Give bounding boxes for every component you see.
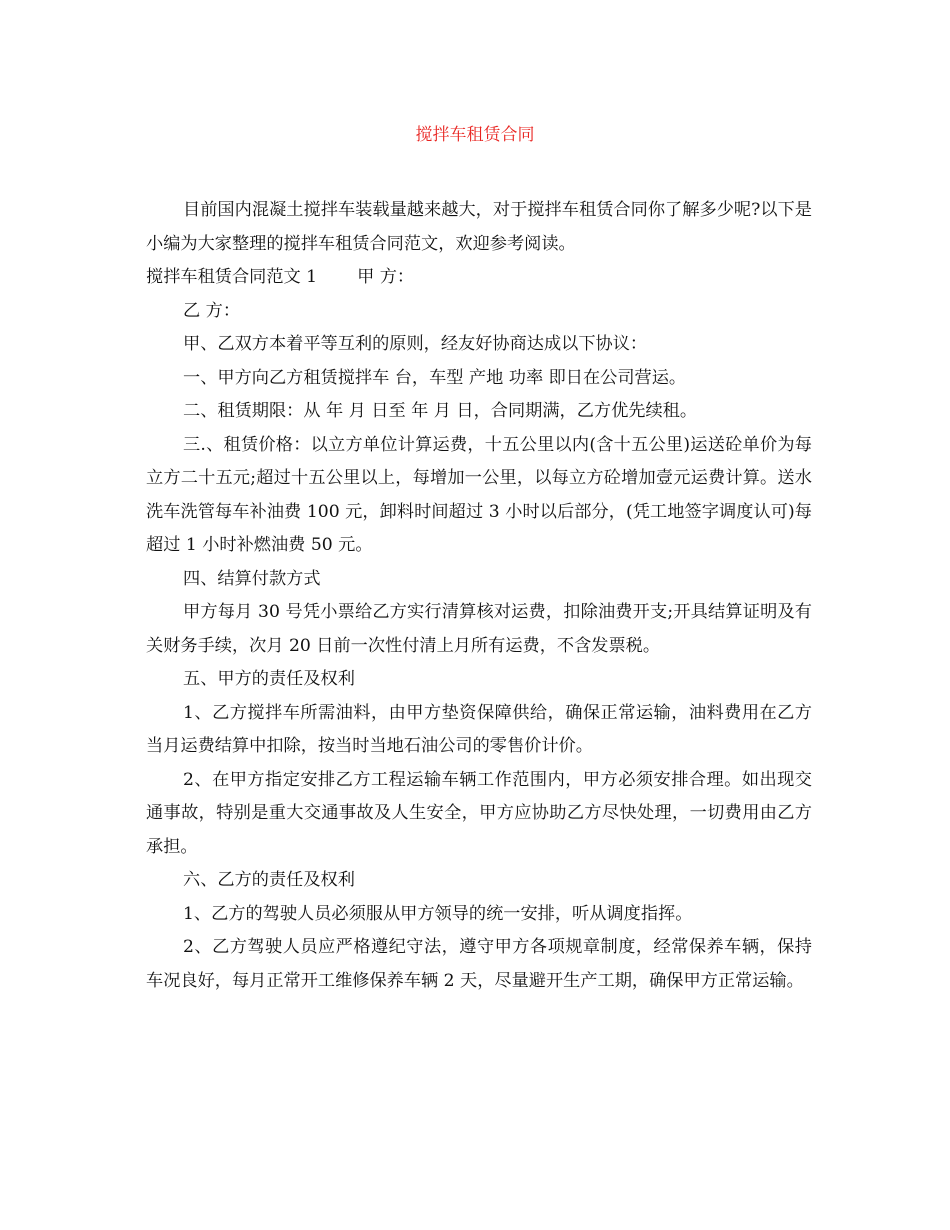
- paragraph-clause-2: 二、租赁期限：从 年 月 日至 年 月 日，合同期满，乙方优先续租。: [183, 401, 698, 421]
- sample-heading: 搅拌车租赁合同范文 1: [146, 267, 318, 287]
- intro-paragraph: 目前国内混凝土搅拌车装载量越来越大，对于搅拌车租赁合同你了解多少呢?以下是小编为大家整理的搅拌车租赁合同范文，欢迎参考阅读。: [146, 200, 812, 254]
- section-heading-5: 五、甲方的责任及权利: [183, 669, 355, 689]
- sample-heading-line: [146, 261, 812, 295]
- section-heading-4: 四、结算付款方式: [183, 568, 321, 589]
- document-title: 搅拌车租赁合同: [415, 125, 535, 145]
- paragraph-party-a-duty-1: 1、乙方搅拌车所需油料，由甲方垫资保障供给，确保正常运输，油料费用在乙方当月运费结算中扣除，按当时当地石油公司的零售价计价。: [146, 702, 812, 756]
- paragraph-clause-3: 三.、租赁价格：以立方单位计算运费，十五公里以内(含十五公里)运送砼单价为每立方二十五元;超过十五公里以上，每增加一公里，以每立方砼增加壹元运费计算。送水洗车洗管每车补油费 100 元，卸料时间超过 3 小时以后部分，(凭工地签字调度认可)每超过 1 小时补燃油费 50 元。: [146, 434, 812, 555]
- paragraph-party-b-duty-1: 1、乙方的驾驶人员必须服从甲方领导的统一安排，听从调度指挥。: [183, 903, 693, 924]
- party-b-label: 乙 方：: [183, 300, 241, 321]
- paragraph-agreement: 甲、乙双方本着平等互利的原则，经友好协商达成以下协议：: [183, 334, 648, 354]
- document-body: [146, 194, 812, 998]
- section-heading-6: 六、乙方的责任及权利: [183, 870, 355, 890]
- paragraph-party-b-duty-2: 2、乙方驾驶人员应严格遵纪守法，遵守甲方各项规章制度，经常保养车辆，保持车况良好，每月正常开工维修保养车辆 2 天，尽量避开生产工期，确保甲方正常运输。: [146, 937, 812, 991]
- paragraph-party-a-duty-2: 2、在甲方指定安排乙方工程运输车辆工作范围内，甲方必须安排合理。如出现交通事故，特别是重大交通事故及人生安全，甲方应协助乙方尽快处理，一切费用由乙方承担。: [146, 769, 812, 857]
- party-a-label: 甲 方：: [357, 267, 415, 287]
- paragraph-settlement: 甲方每月 30 号凭小票给乙方实行清算核对运费，扣除油费开支;开具结算证明及有关财务手续，次月 20 日前一次性付清上月所有运费，不含发票税。: [146, 602, 812, 656]
- paragraph-clause-1: 一、甲方向乙方租赁搅拌车 台，车型 产地 功率 即日在公司营运。: [183, 367, 687, 388]
